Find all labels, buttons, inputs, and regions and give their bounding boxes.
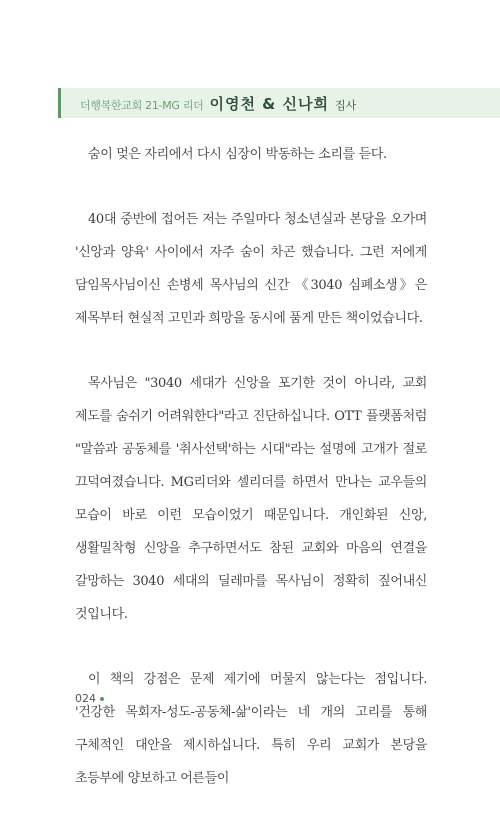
paragraph-4: 이 책의 강점은 문제 제기에 머물지 않는다는 점입니다. '건강한 목회자-성도-공동체-삶'이라는 네 개의 고리를 통해 구체적인 대안을 제시하십니다. 특히 우리 교회가 본당을 초등부에 양보하고 어른들이: [75, 672, 427, 786]
author-header: [80, 93, 356, 114]
header-accent-bar: [58, 88, 61, 118]
page-number-text: 024: [75, 692, 96, 705]
page-number-dot: [100, 697, 104, 701]
author-role: 집사: [334, 98, 357, 112]
author-header-band: [58, 88, 500, 118]
paragraph-3: 목사님은 "3040 세대가 신앙을 포기한 것이 아니라, 교회 제도를 숨쉬기 어려워한다"라고 진단하십니다. OTT 플랫폼처럼 "말씀과 공동체를 '취사선택'하는 시대"라는 설명에 고개가 절로 끄덕여졌습니다. MG리더와 셀리더를 하면서 만나는 교우들의 모습이 바로 이런 모습이었기 때문입니다. 개인화된 신앙, 생활밀착형 신앙을 추구하면서도 참된 교회와 마음의 연결을 갈망하는 3040 세대의 딜레마를 목사님이 정확히 짚어내신 것입니다.: [75, 376, 427, 622]
author-names: 이영천 & 신나희: [209, 94, 329, 113]
page-number: [75, 692, 104, 705]
body-text: [75, 138, 427, 827]
paragraph-2: 40대 중반에 접어든 저는 주일마다 청소년실과 본당을 오가며 '신앙과 양육' 사이에서 자주 숨이 차곤 했습니다. 그런 저에게 담임목사님이신 손병세 목사님의 신간 《3040 심폐소생》은 제목부터 현실적 고민과 희망을 동시에 품게 만든 책이었습니다.: [75, 212, 427, 326]
paragraph-1: 숨이 멎은 자리에서 다시 심장이 박동하는 소리를 듣다.: [88, 147, 387, 162]
church-label: 더행복한교회 21-MG 리더: [80, 98, 204, 112]
